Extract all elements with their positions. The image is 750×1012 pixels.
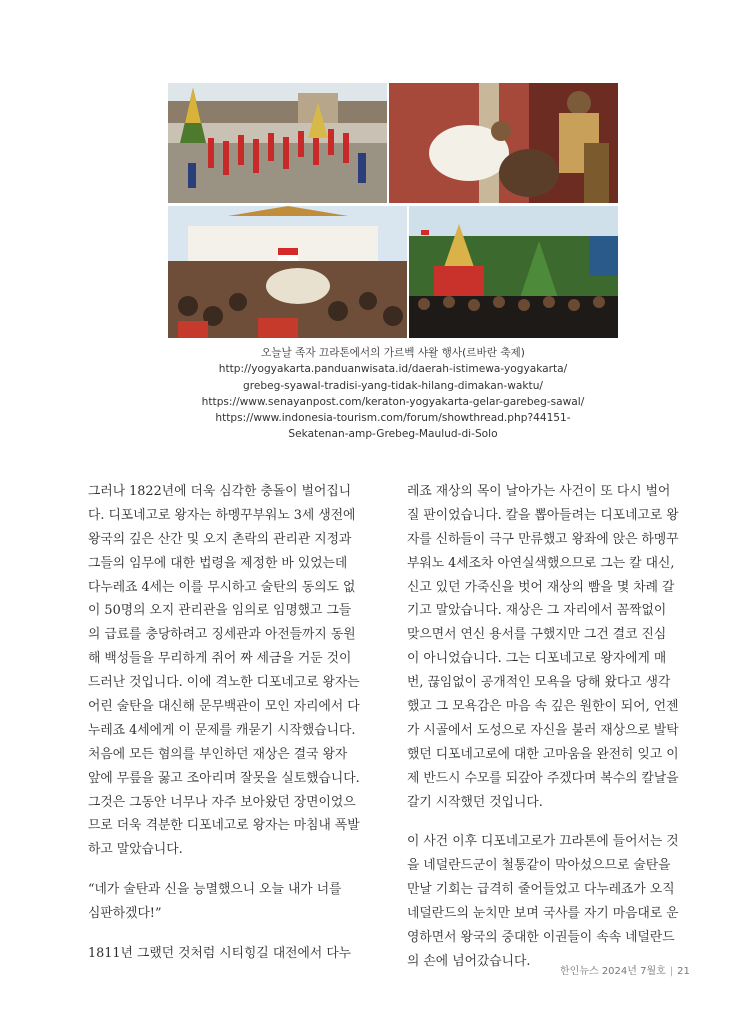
footer-separator: |: [669, 966, 674, 977]
text-line: 다. 디포네고로 왕자는 하멩꾸부워노 3세 생전에: [88, 507, 356, 523]
publication-name: 한인뉴스 2024년 7월호: [560, 966, 666, 977]
text-line: 이 50명의 오지 관리관을 임의로 임명했고 그들: [88, 603, 352, 619]
text-line: “네가 술탄과 신을 능멸했으니 오늘 내가 너를: [88, 882, 342, 898]
procession-photo: [168, 83, 387, 203]
text-line: 네덜란드의 눈치만 보며 국사를 자기 마음대로 운: [407, 906, 679, 922]
text-line: 레죠 재상의 목이 날아가는 사건이 또 다시 벌어: [407, 484, 671, 499]
gunungan-photo: [409, 206, 618, 338]
text-line: 므로 더욱 격분한 디포네고로 왕자는 마침내 폭발: [88, 818, 360, 834]
photo-collage: [168, 83, 618, 338]
text-line: 가 시골에서 도성으로 자신을 불러 재상으로 발탁: [407, 722, 679, 738]
text-line: 의 손에 넘어갔습니다.: [407, 953, 531, 969]
body-paragraph: [407, 830, 699, 973]
text-line: 번, 끊임없이 공개적인 모욕을 당해 왔다고 생각: [407, 675, 671, 691]
text-line: 자를 신하들이 극구 만류했고 왕좌에 앉은 하멩꾸: [407, 531, 679, 547]
text-line: 그것은 그동안 너무나 자주 보아왔던 장면이었으: [88, 794, 356, 810]
text-line: 기고 말았습니다. 재상은 그 자리에서 꼼짝없이: [407, 603, 667, 619]
text-line: 심판하겠다!”: [88, 906, 162, 922]
text-line: 왕국의 깊은 산간 및 오지 촌락의 관리관 지정과: [88, 531, 352, 547]
text-line: 하고 말았습니다.: [88, 842, 183, 858]
text-line: 이 사건 이후 디포네고로가 끄라톤에 들어서는 것: [407, 834, 679, 850]
text-line: 질 판이었습니다. 칼을 뽑아들려는 디포네고로 왕: [407, 507, 679, 523]
crowd-photo: [168, 206, 407, 338]
caption-source-link: https://www.indonesia-tourism.com/forum/showthread.php?44151-: [215, 412, 571, 425]
caption-source-link: https://www.senayanpost.com/keraton-yogyakarta-gelar-garebeg-sawal/: [201, 395, 585, 408]
page-number: 21: [677, 966, 690, 977]
text-line: 맞으면서 연신 용서를 구했지만 그건 결코 진심: [407, 627, 667, 643]
text-line: 드러난 것입니다. 이에 격노한 디포네고로 왕자는: [88, 675, 360, 691]
text-line: 갈기 시작했던 것입니다.: [407, 794, 543, 810]
text-line: 제 반드시 수모를 되갚아 주겠다며 복수의 칼날을: [407, 770, 679, 786]
text-line: 했고 그 모욕감은 마음 속 깊은 원한이 되어, 언젠: [407, 699, 679, 715]
text-line: 어린 술탄을 대신해 문무백관이 모인 자리에서 다: [88, 699, 360, 715]
caption-source-link: grebeg-syawal-tradisi-yang-tidak-hilang-dimakan-waktu/: [243, 379, 543, 392]
text-line: 부워노 4세조차 아연실색했으므로 그는 칼 대신,: [407, 555, 675, 571]
body-paragraph: [88, 480, 380, 862]
body-paragraph: [407, 480, 699, 814]
caption-source-link: http://yogyakarta.panduanwisata.id/daerah-istimewa-yogyakarta/: [218, 363, 568, 376]
page-footer: [560, 962, 690, 977]
text-line: 했던 디포네고로에 대한 고마움을 완전히 잊고 이: [407, 746, 679, 762]
text-line: 앞에 무릎을 꿇고 조아리며 잘못을 실토했습니다.: [88, 770, 360, 786]
text-line: 다누레죠 4세는 이를 무시하고 술탄의 동의도 없: [88, 579, 356, 595]
caption-title: 오늘날 족자 끄라톤에서의 가르벡 샤왈 행사(르바란 축제): [261, 347, 525, 359]
text-line: 해 백성들을 무리하게 쥐어 짜 세금을 거둔 것이: [88, 651, 352, 667]
text-line: 을 네덜란드군이 철통같이 막아섰으므로 술탄을: [407, 858, 671, 874]
text-line: 1811년 그랬던 것처럼 시티힝길 대전에서 다누: [88, 946, 352, 962]
right-text-column: [407, 480, 699, 974]
text-line: 누레죠 4세에게 이 문제를 캐묻기 시작했습니다.: [88, 722, 356, 738]
text-line: 영하면서 왕국의 중대한 이권들이 속속 네덜란드: [407, 930, 675, 946]
text-line: 처음에 모든 혐의를 부인하던 재상은 결국 왕자: [88, 746, 348, 762]
photo-caption: [150, 345, 636, 443]
text-line: 의 급료를 충당하려고 징세관과 아전들까지 동원: [88, 627, 356, 643]
text-line: 신고 있던 가죽신을 벗어 재상의 빰을 몇 차례 갈: [407, 579, 675, 595]
text-line: 그러나 1822년에 더욱 심각한 충돌이 벌어집니: [88, 484, 352, 499]
body-paragraph: [88, 942, 380, 966]
text-line: 만날 기회는 급격히 줄어들었고 다누레죠가 오직: [407, 882, 675, 898]
caption-source-link: Sekatenan-amp-Grebeg-Maulud-di-Solo: [288, 428, 498, 441]
left-text-column: [88, 480, 380, 966]
quote-paragraph: [88, 878, 380, 926]
ceremony-photo: [389, 83, 618, 203]
text-line: 이 아니었습니다. 그는 디포네고로 왕자에게 매: [407, 651, 667, 667]
text-line: 그들의 임무에 대한 법령을 제정한 바 있었는데: [88, 555, 348, 571]
